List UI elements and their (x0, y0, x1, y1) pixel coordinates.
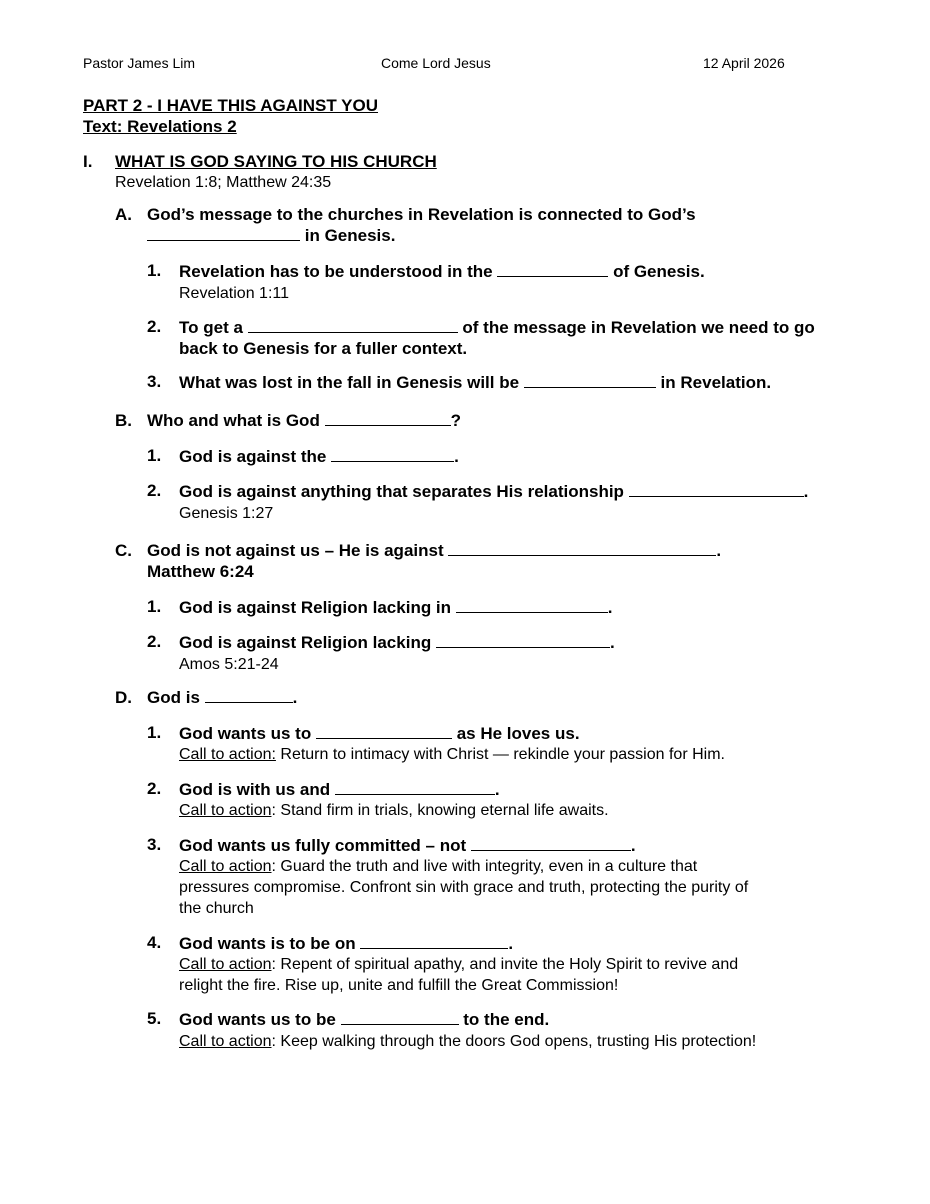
fill-blank (316, 724, 452, 739)
header-author: Pastor James Lim (83, 55, 196, 71)
fill-blank (331, 447, 454, 462)
point-a-line1: God’s message to the churches in Revelation is connected to God’s (147, 205, 696, 224)
point-c-label: C. (115, 541, 132, 560)
item-number: 2. (147, 317, 162, 336)
fill-blank (448, 541, 716, 556)
fill-blank (629, 482, 804, 497)
point-d-item-3: God wants us fully committed – not . (179, 836, 636, 855)
point-a-label: A. (115, 205, 132, 224)
fill-blank (471, 836, 631, 851)
call-to-action: Call to action: Keep walking through the doors God opens, trusting His protection! (179, 1033, 757, 1050)
point-b-item-1: God is against the . (179, 447, 459, 466)
call-to-action: Call to action: Stand firm in trials, knowing eternal life awaits. (179, 802, 609, 819)
call-to-action: Call to action: Guard the truth and live with integrity, even in a culture that pressures compromise. Confront sin with grace and truth, protecting the purity of the church (179, 858, 749, 917)
call-to-action: Call to action: Repent of spiritual apathy, and invite the Holy Spirit to revive and relight the fire. Rise up, unite and fulfill the Great Commission! (179, 956, 739, 994)
item-number: 1. (147, 261, 162, 280)
fill-blank (436, 633, 610, 648)
item-number: 3. (147, 372, 162, 391)
scripture-ref: Amos 5:21-24 (179, 656, 279, 673)
point-d-item-4: God wants is to be on . (179, 934, 514, 953)
item-number: 2. (147, 632, 162, 651)
point-b: Who and what is God ? (147, 411, 461, 430)
call-to-action: Call to action: Return to intimacy with Christ — rekindle your passion for Him. (179, 746, 725, 763)
fill-blank (360, 934, 508, 949)
point-b-label: B. (115, 411, 132, 430)
point-c: God is not against us – He is against . (147, 541, 722, 560)
section-ref: Revelation 1:8; Matthew 24:35 (115, 174, 332, 191)
item-number: 3. (147, 835, 162, 854)
fill-blank (325, 411, 451, 426)
item-number: 2. (147, 779, 162, 798)
scripture-ref: Genesis 1:27 (179, 505, 274, 522)
point-a-item-2: To get a of the message in Revelation we need to go back to Genesis for a fuller context. (179, 318, 815, 358)
point-d-item-5: God wants us to be to the end. (179, 1010, 550, 1029)
fill-blank (341, 1010, 459, 1025)
item-number: 5. (147, 1009, 162, 1028)
scripture-ref: Matthew 6:24 (147, 562, 254, 581)
point-c-item-2: God is against Religion lacking . (179, 633, 615, 652)
scripture-ref: Revelation 1:11 (179, 285, 289, 302)
point-d: God is . (147, 688, 298, 707)
point-d-item-2: God is with us and . (179, 780, 500, 799)
fill-blank (147, 226, 300, 241)
fill-blank (335, 780, 495, 795)
point-d-item-1: God wants us to as He loves us. (179, 724, 580, 743)
fill-blank (497, 262, 608, 277)
fill-blank (456, 598, 608, 613)
item-number: 1. (147, 597, 162, 616)
part-title: PART 2 - I HAVE THIS AGAINST YOU (83, 96, 379, 115)
header-series: Come Lord Jesus (381, 55, 491, 71)
item-number: 1. (147, 446, 162, 465)
point-c-item-1: God is against Religion lacking in . (179, 598, 613, 617)
point-a-item-1: Revelation has to be understood in the of Genesis. (179, 262, 705, 281)
header-date: 12 April 2026 (703, 55, 785, 71)
item-number: 1. (147, 723, 162, 742)
item-number: 4. (147, 933, 162, 952)
point-d-label: D. (115, 688, 132, 707)
text-reference: Text: Revelations 2 (83, 117, 237, 136)
fill-blank (524, 373, 656, 388)
section-numeral: I. (83, 152, 93, 171)
fill-blank (205, 688, 293, 703)
section-heading: WHAT IS GOD SAYING TO HIS CHURCH (115, 152, 437, 171)
point-a-item-3: What was lost in the fall in Genesis will be in Revelation. (179, 373, 772, 392)
fill-blank (248, 318, 458, 333)
item-number: 2. (147, 481, 162, 500)
point-a-line2: in Genesis. (147, 226, 867, 246)
point-b-item-2: God is against anything that separates His relationship . (179, 482, 809, 501)
